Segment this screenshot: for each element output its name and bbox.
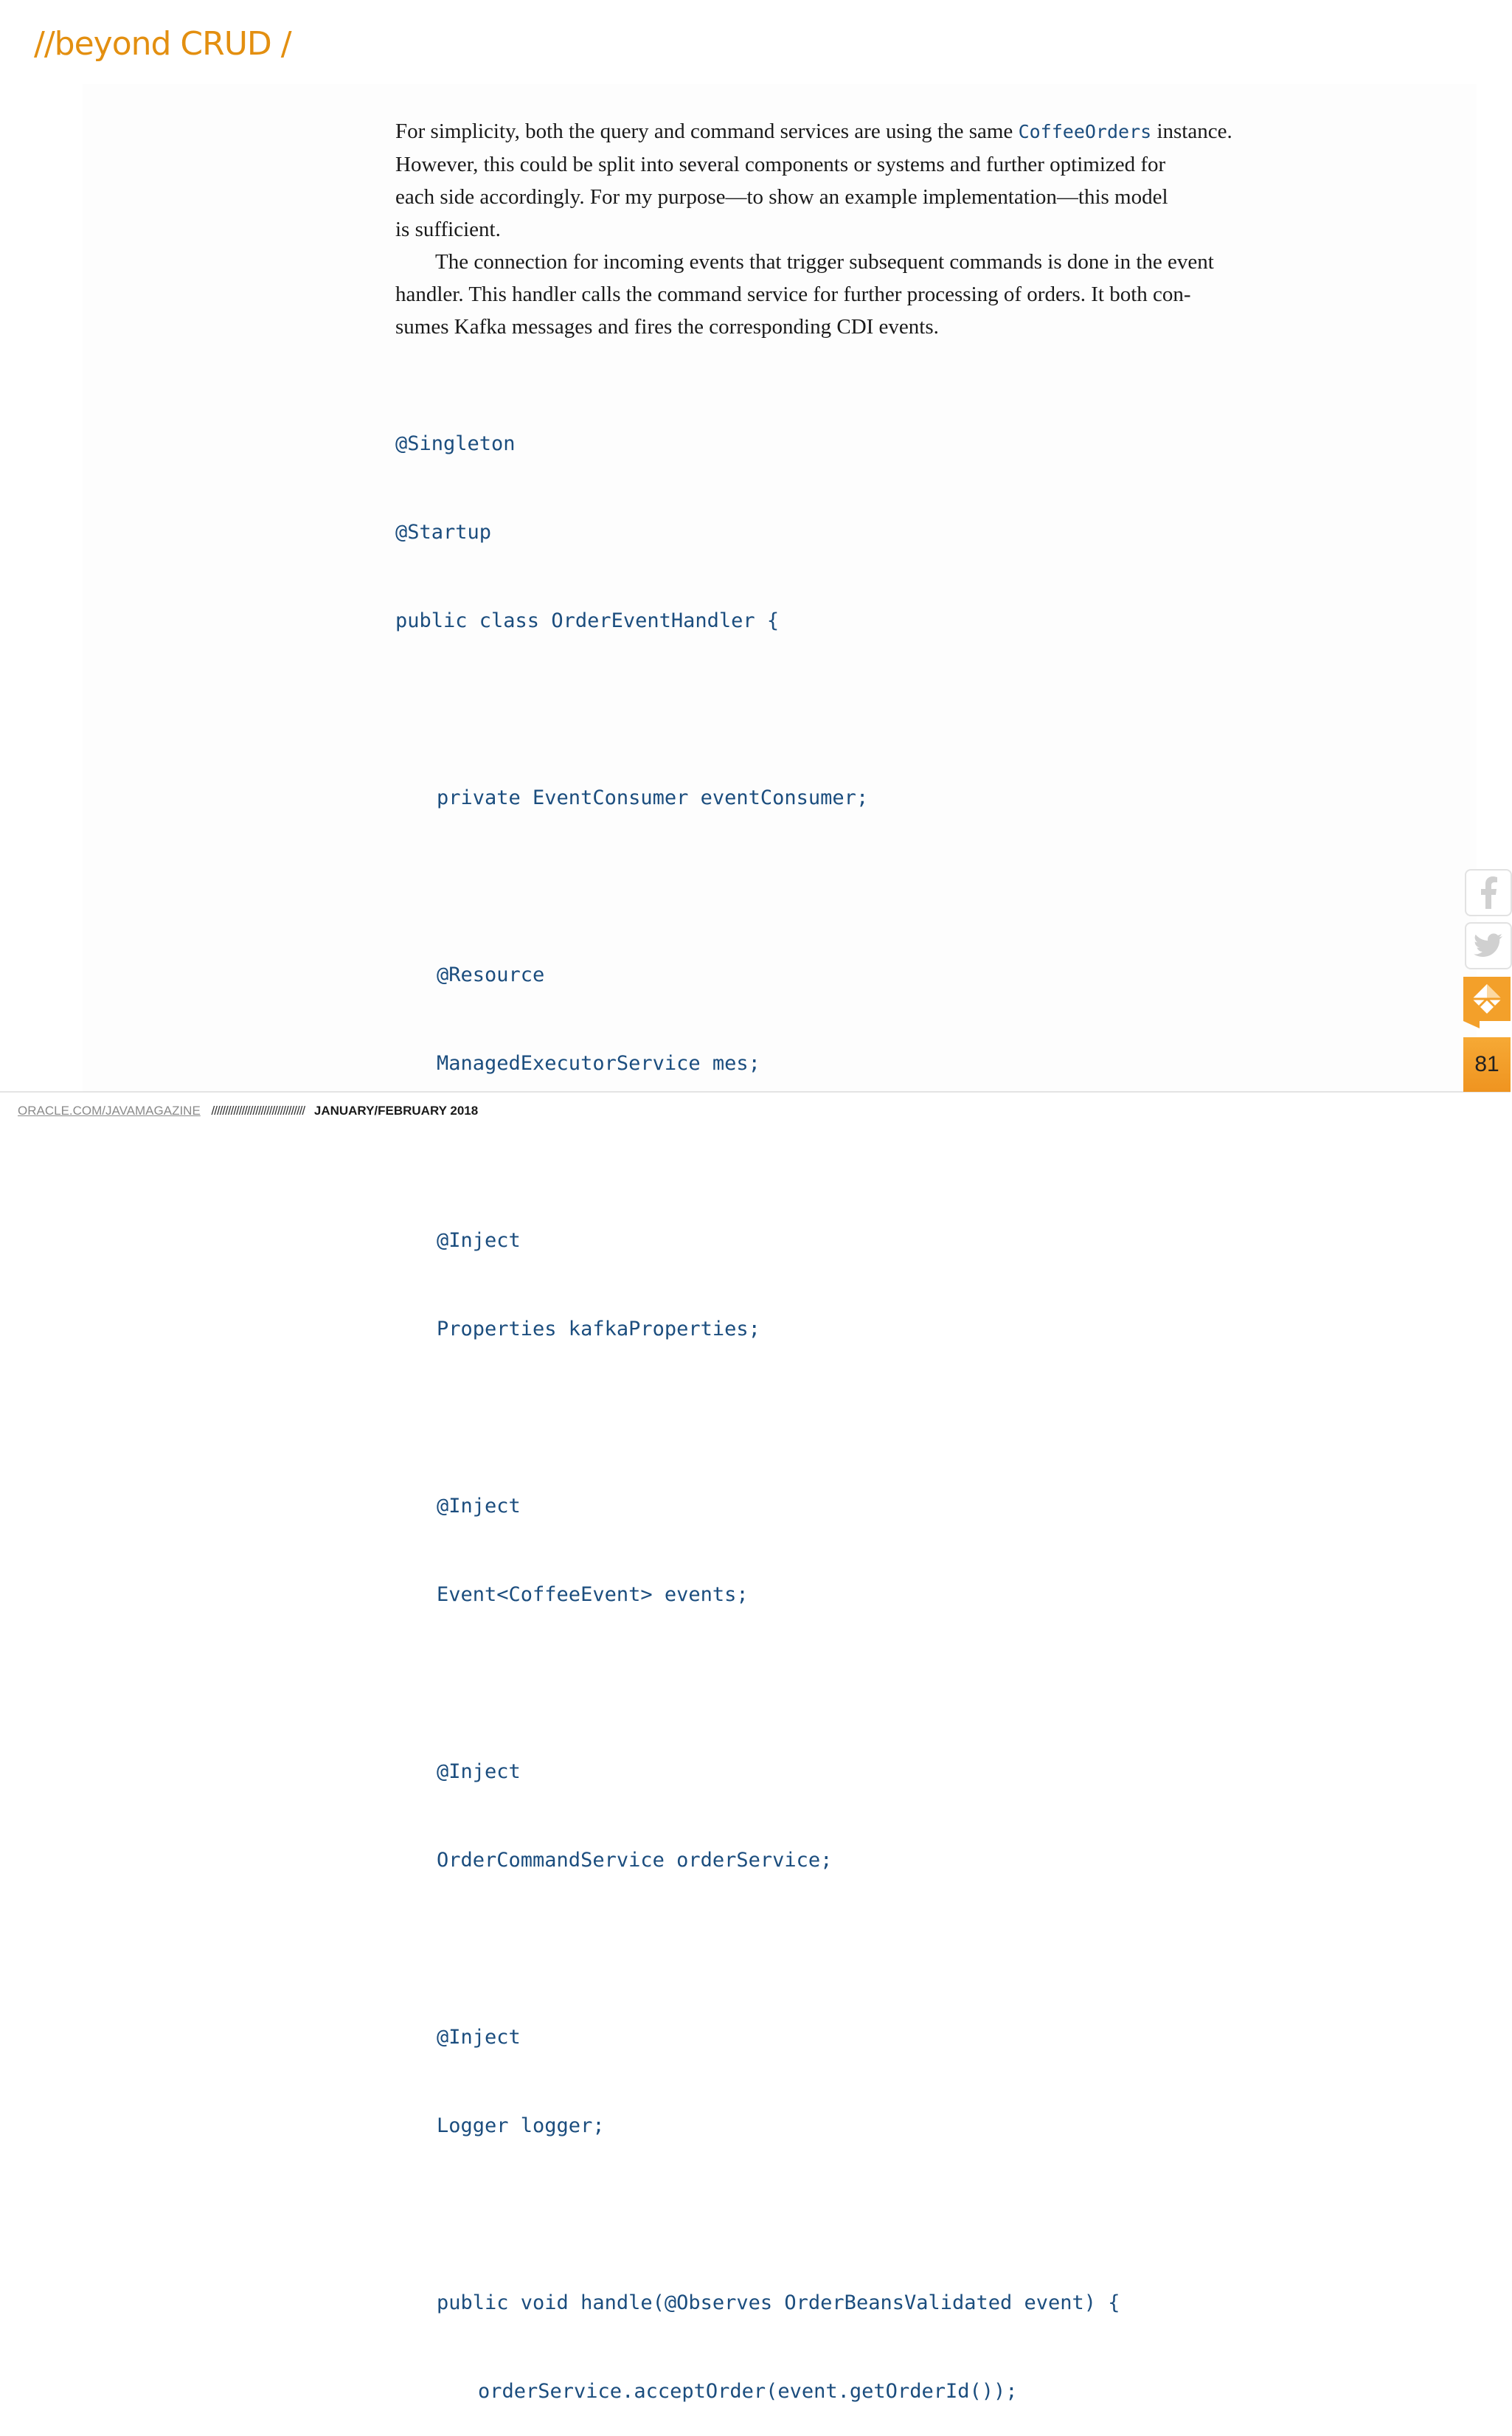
code-line: orderService.acceptOrder(event.getOrderId()); <box>478 2380 1018 2403</box>
code-line: Properties kafkaProperties; <box>437 1318 760 1340</box>
code-line: OrderCommandService orderService; <box>437 1849 833 1872</box>
code-line-blank <box>395 1138 1120 1167</box>
code-line: Logger logger; <box>437 2114 605 2137</box>
footer-divider <box>0 1091 1511 1093</box>
twitter-icon <box>1474 933 1503 958</box>
paragraph-1-line-4: is sufficient. <box>395 218 501 241</box>
code-line-blank <box>395 1934 1120 1964</box>
code-line-blank <box>395 2200 1120 2229</box>
facebook-icon <box>1477 876 1499 909</box>
article-body <box>395 115 1325 343</box>
code-line-blank <box>395 695 1120 724</box>
code-line: public class OrderEventHandler { <box>395 609 780 632</box>
code-line-blank <box>395 1403 1120 1433</box>
issue-date: JANUARY/FEBRUARY 2018 <box>313 1104 479 1118</box>
footer <box>18 1104 478 1118</box>
code-listing <box>395 370 1120 2436</box>
code-line: @Inject <box>437 1229 521 1252</box>
code-line: public void handle(@Observes OrderBeansValidated event) { <box>437 2291 1120 2314</box>
paragraph-text: For simplicity, both the query and command services are using the same <box>395 120 1019 143</box>
paragraph-1-line-3: each side accordingly. For my purpose—to show an example implementation—this model <box>395 185 1168 209</box>
code-line: @Inject <box>437 1495 521 1518</box>
page-number: 81 <box>1463 1037 1511 1092</box>
inline-code-coffeeorders: CoffeeOrders <box>1018 121 1152 142</box>
code-line: @Singleton <box>395 432 516 455</box>
paragraph-1-line-1 <box>395 115 1325 148</box>
code-line: @Resource <box>437 963 545 986</box>
code-line: @Startup <box>395 521 492 544</box>
paragraph-2-line-1: The connection for incoming events that trigger subsequent commands is done in the event <box>435 250 1214 274</box>
code-line: @Inject <box>437 1760 521 1783</box>
code-line-blank <box>395 1669 1120 1698</box>
paragraph-2-line-2: handler. This handler calls the command service for further processing of orders. It both con- <box>395 283 1191 306</box>
footer-slashes: ////////////////////////////////// <box>211 1104 305 1118</box>
code-line-blank <box>395 872 1120 902</box>
code-line: ManagedExecutorService mes; <box>437 1052 760 1075</box>
paragraph-1-line-2: However, this could be split into several components or systems and further optimized for <box>395 153 1166 176</box>
code-line: Event<CoffeeEvent> events; <box>437 1583 749 1606</box>
section-title: //beyond CRUD / <box>34 25 291 63</box>
paragraph-text: instance. <box>1151 120 1232 143</box>
email-share-button[interactable] <box>1463 977 1511 1028</box>
paragraph-2-line-3: sumes Kafka messages and fires the corresponding CDI events. <box>395 315 939 339</box>
code-line: @Inject <box>437 2026 521 2049</box>
magazine-link[interactable]: ORACLE.COM/JAVAMAGAZINE <box>18 1104 201 1118</box>
facebook-share-button[interactable] <box>1465 869 1512 916</box>
twitter-share-button[interactable] <box>1465 922 1512 969</box>
code-line: private EventConsumer eventConsumer; <box>437 786 869 809</box>
